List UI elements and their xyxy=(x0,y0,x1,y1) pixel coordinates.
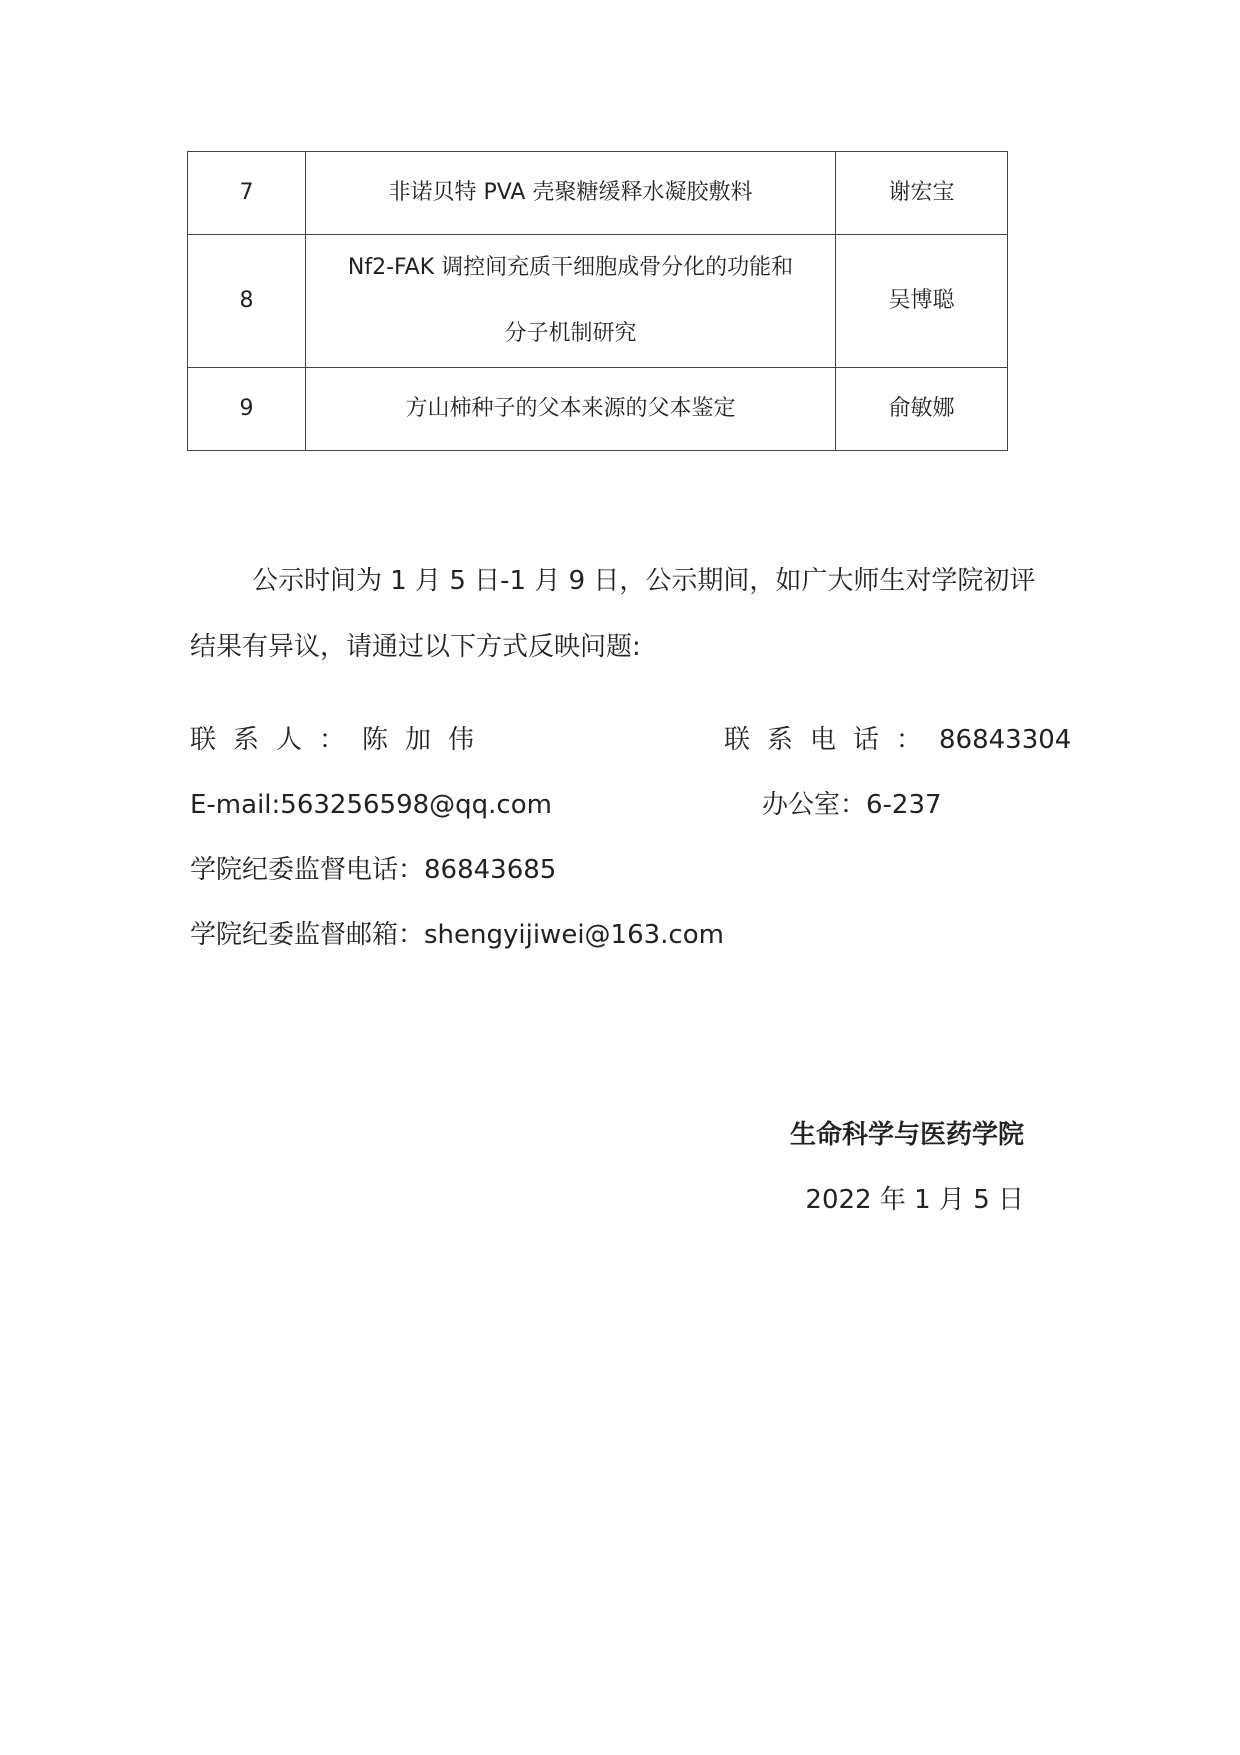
supervision-email: 学院纪委监督邮箱：shengyijiwei@163.com xyxy=(190,920,724,950)
results-table xyxy=(187,151,1008,451)
project-title xyxy=(306,235,836,368)
supervision-phone: 学院纪委监督电话：86843685 xyxy=(190,855,557,885)
row-number: 7 xyxy=(188,152,306,235)
contact-email: E-mail:563256598@qq.com xyxy=(190,790,552,820)
signature-date: 2022 年 1 月 5 日 xyxy=(805,1185,1024,1215)
applicant-name: 俞敏娜 xyxy=(836,368,1008,451)
project-title-line-1: Nf2-FAK 调控间充质干细胞成骨分化的功能和 xyxy=(347,255,794,280)
contact-phone xyxy=(724,720,1071,760)
project-title: 非诺贝特 PVA 壳聚糖缓释水凝胶敷料 xyxy=(306,152,836,235)
contact-phone-label: 联系电话： xyxy=(724,725,940,755)
notice-text: 公示时间为 1 月 5 日-1 月 9 日，公示期间，如广大师生对学院初评结果有异议，请通过以下方式反映问题: xyxy=(190,566,1036,662)
applicant-name: 谢宏宝 xyxy=(836,152,1008,235)
applicant-name: 吴博聪 xyxy=(836,235,1008,368)
row-number: 9 xyxy=(188,368,306,451)
table-row xyxy=(188,235,1008,368)
office-room: 办公室：6-237 xyxy=(762,790,942,820)
row-number: 8 xyxy=(188,235,306,368)
contact-phone-value: 86843304 xyxy=(939,725,1072,755)
project-title: 方山柿种子的父本来源的父本鉴定 xyxy=(306,368,836,451)
table-row xyxy=(188,368,1008,451)
signature-org: 生命科学与医药学院 xyxy=(789,1120,1024,1150)
notice-paragraph xyxy=(190,548,1050,680)
contact-person-name: 陈加伟 xyxy=(362,725,492,755)
table-row xyxy=(188,152,1008,235)
contact-person-label: 联系人： xyxy=(190,725,363,755)
contact-person xyxy=(190,720,491,760)
project-title-line-2: 分子机制研究 xyxy=(504,321,637,346)
